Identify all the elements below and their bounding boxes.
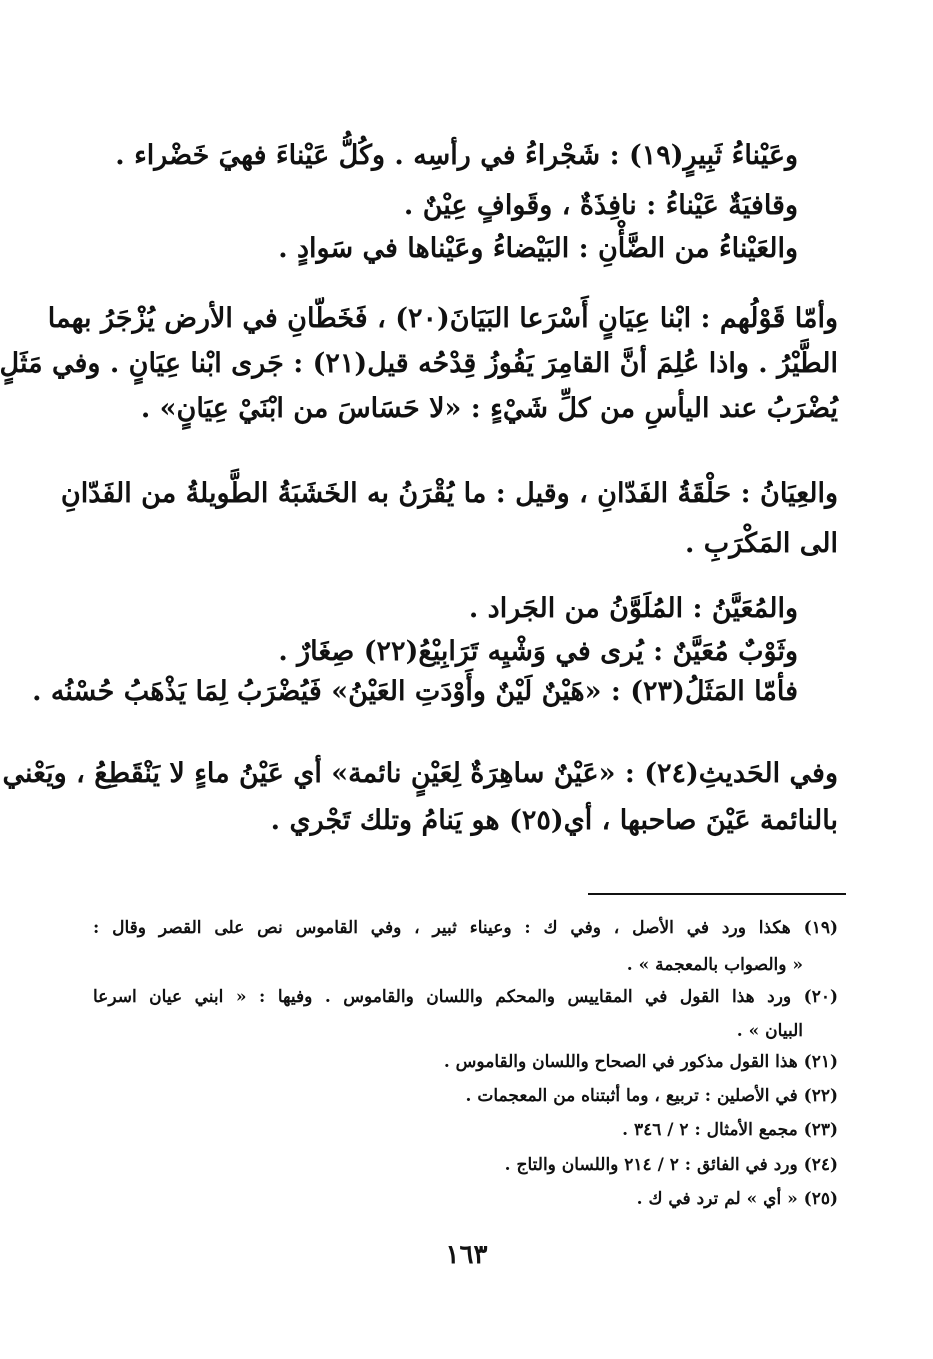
footnote-separator: [588, 893, 846, 895]
footnote-24: (٢٤) ورد في الفائق : ٢ / ٢١٤ واللسان والتاج .: [504, 1155, 838, 1175]
body-line-8: الى المَكْرَبِ .: [685, 528, 838, 559]
footnote-25: (٢٥) « أي » لم ترد في ك .: [636, 1189, 838, 1209]
body-line-3: والعَيْناءُ من الضَّأْنِ : البَيْضاءُ وعَيْناها في سَوادٍ .: [278, 233, 798, 264]
body-line-11: فأمّا المَثَلُ(٢٣) : «هَيْنٌ لَيْنٌ وأَوْدَتِ العَيْنُ» فَيُضْرَبُ لِمَا يَذْهَبُ حُسْنُه .: [32, 676, 798, 707]
page-number: ١٦٣: [445, 1240, 488, 1270]
body-line-7: والعِيَانُ : حَلْقَةُ الفَدّانِ ، وقيل : ما يُقْرَنُ به الخَشَبَةُ الطَّويلةُ من الفَدّانِ: [60, 478, 838, 509]
body-line-10: وثَوْبٌ مُعَيَّنٌ : يُرى في وَشْيِه تَرَابِيْعُ(٢٢) صِغَارٌ .: [278, 636, 798, 667]
footnote-22: (٢٢) في الأصلين : تربيع ، وما أثبتناه من المعجمات .: [465, 1086, 838, 1106]
footnote-21: (٢١) هذا القول مذكور في الصحاح واللسان والقاموس .: [443, 1052, 838, 1072]
body-line-2: وقافيَةٌ عَيْناءُ : نافِذَةٌ ، وقَوافٍ عِيْنٌ .: [403, 190, 798, 221]
footnote-20-cont: البيان » .: [736, 1021, 803, 1041]
body-line-9: والمُعَيَّنُ : المُلَوَّنُ من الجَراد .: [468, 593, 798, 624]
footnote-23: (٢٣) مجمع الأمثال : ٢ / ٣٤٦ .: [622, 1120, 838, 1140]
body-line-13: بالنائمة عَيْنَ صاحبها ، أي(٢٥) هو يَنامُ وتلك تَجْري .: [270, 805, 838, 836]
body-line-1: وعَيْناءُ ثَبِيرٍ(١٩) : شَجْراءُ في رأسِه . وكُلُّ عَيْناءَ فهيَ خَضْراء .: [115, 140, 798, 171]
footnote-19: (١٩) هكذا ورد في الأصل ، وفي ك : وعيناء ثبير ، وفي القاموس نص على القصر وقال :: [93, 918, 838, 938]
body-line-12: وفي الحَديثِ(٢٤) : «عَيْنٌ ساهِرَةٌ لِعَيْنٍ نائمة» أي عَيْنُ ماءٍ لا يَنْقَطِعُ ، ويَعْني: [2, 758, 838, 789]
footnote-19-cont: « والصواب بالمعجمة » .: [626, 955, 803, 975]
footnote-20: (٢٠) ورد هذا القول في المقاييس والمحكم واللسان والقاموس . وفيها : « ابني عيان اسرعا: [93, 987, 838, 1007]
body-line-5: الطَّيْرُ . واذا عُلِمَ أنَّ القامِرَ يَفُوزُ قِدْحُه قيل(٢١) : جَرى ابْنا عِيَانٍ . وفي مَثَلٍ: [0, 348, 838, 379]
body-line-4: وأمّا قَوْلُهم : ابْنا عِيَانٍ أَسْرَعا البَيَانَ(٢٠) ، فَخَطّانِ في الأرض يُزْجَرُ بهما: [47, 303, 838, 334]
body-line-6: يُضْرَبُ عند اليأسِ من كلِّ شَيْءٍ : «لا حَسَاسَ من ابْنَيْ عِيَانٍ» .: [140, 393, 838, 424]
